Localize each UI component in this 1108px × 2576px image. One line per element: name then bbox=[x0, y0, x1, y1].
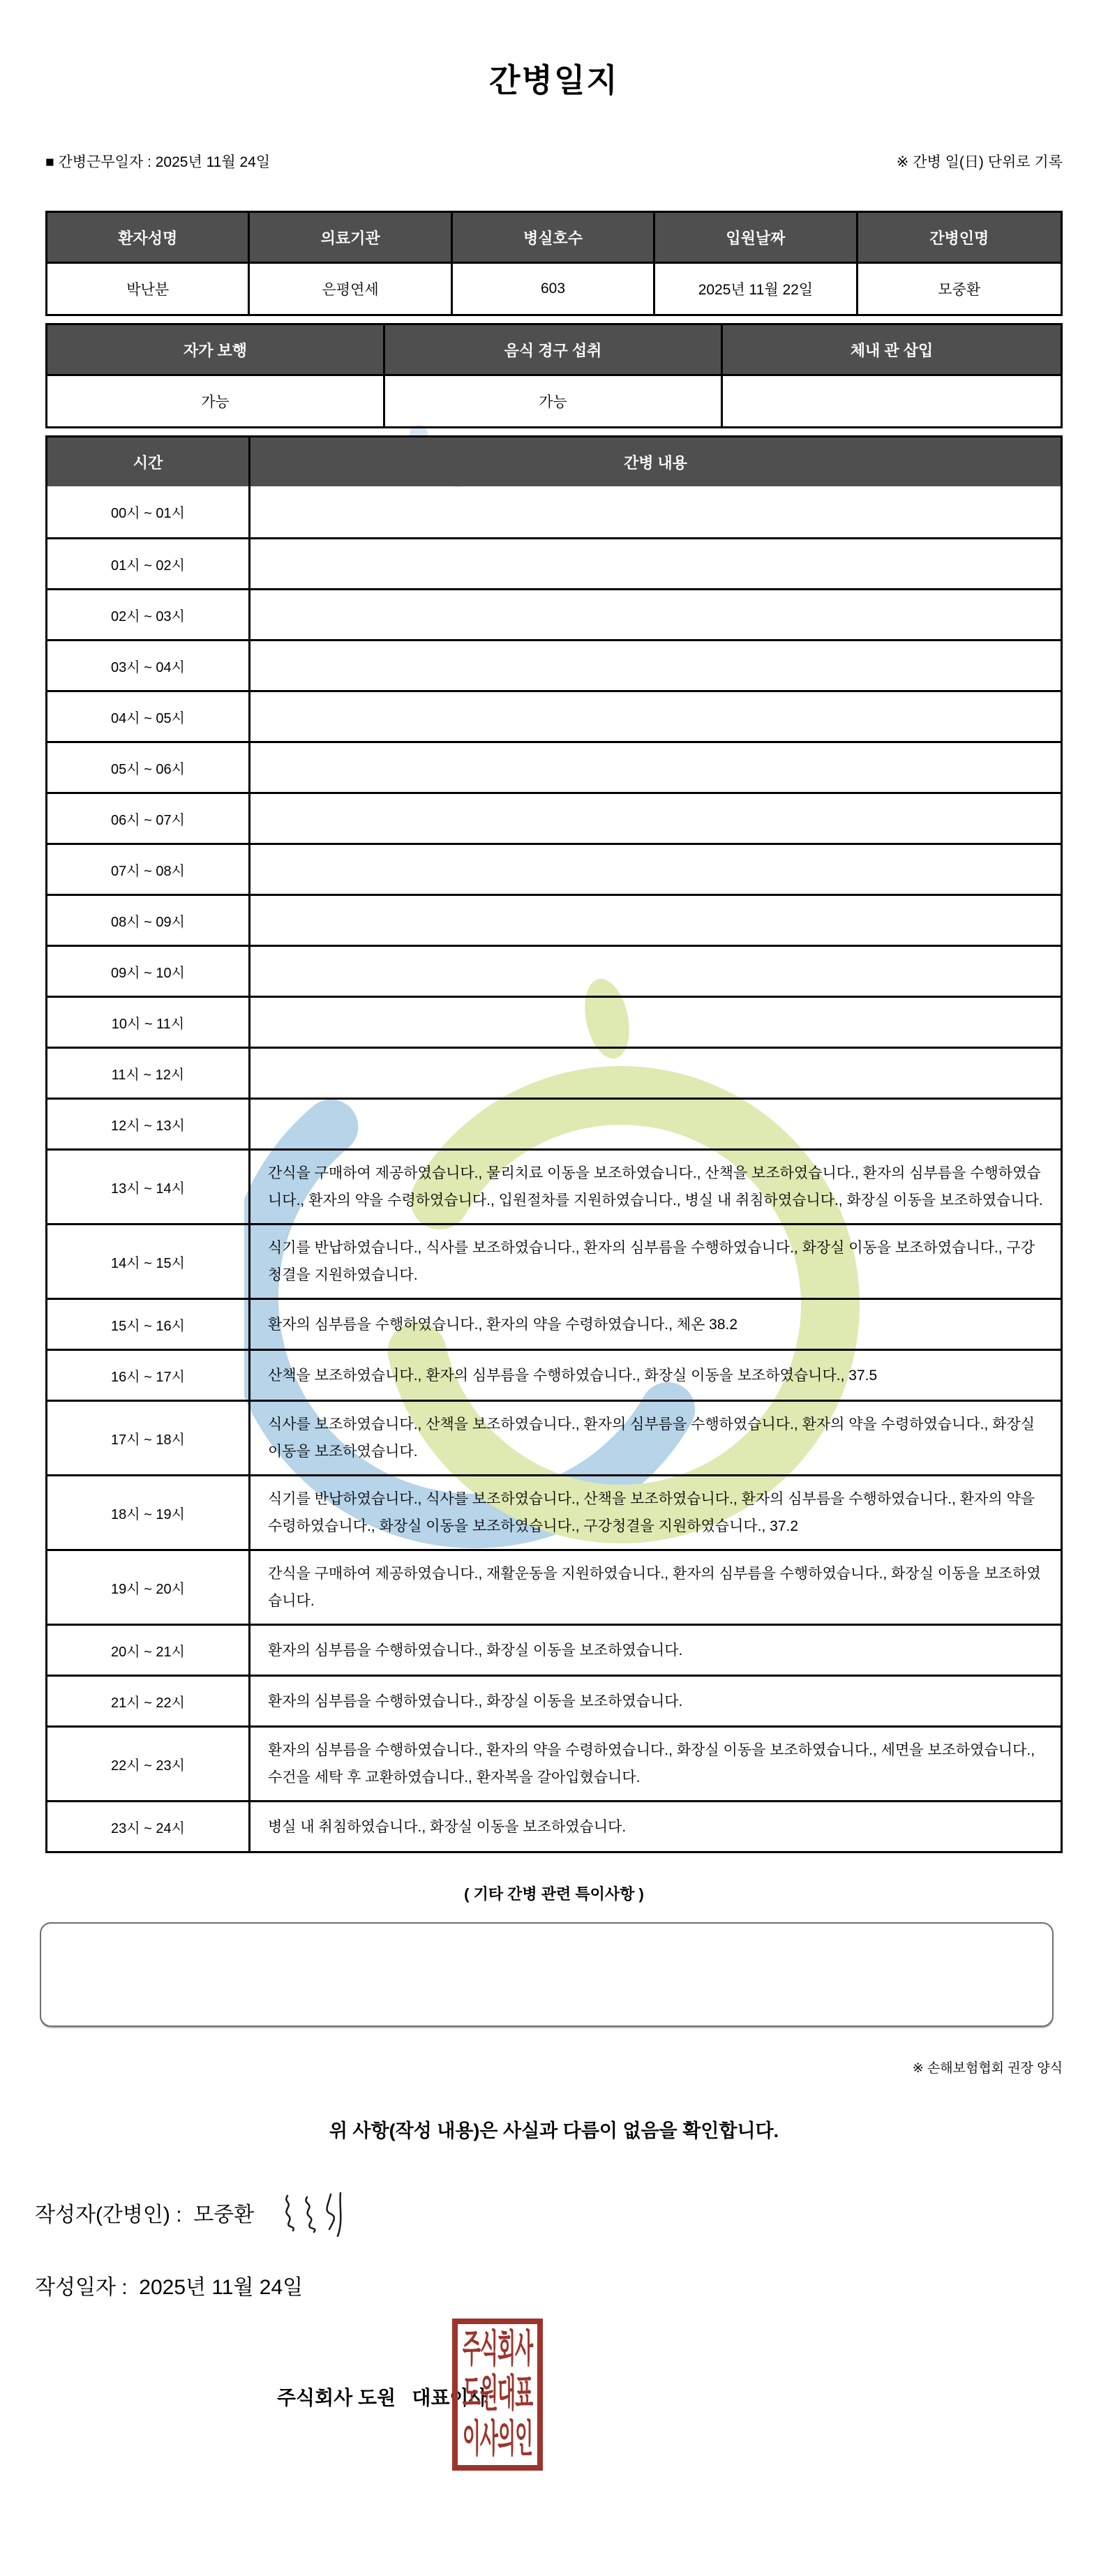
content-cell: 병실 내 취침하였습니다., 화장실 이동을 보조하였습니다. bbox=[268, 1818, 627, 1835]
oral-intake-header: 음식 경구 섭취 bbox=[385, 325, 723, 374]
content-cell: 환자의 심부름을 수행하였습니다., 화장실 이동을 보조하였습니다. bbox=[268, 1693, 683, 1709]
time-cell: 19시 ~ 20시 bbox=[47, 1551, 250, 1624]
hospital-value: 은평연세 bbox=[250, 262, 452, 314]
status-header-row bbox=[47, 325, 1061, 374]
page-title: 간병일지 bbox=[489, 62, 619, 98]
content-cell bbox=[250, 539, 1061, 588]
handwritten-signature bbox=[278, 2190, 347, 2239]
table-row bbox=[47, 1223, 1061, 1298]
time-cell: 18시 ~ 19시 bbox=[47, 1476, 250, 1549]
patient-info-table bbox=[45, 211, 1063, 316]
table-row bbox=[47, 1624, 1061, 1675]
time-column-header: 시간 bbox=[47, 437, 250, 486]
content-cell: 간식을 구매하여 제공하였습니다., 물리치료 이동을 보조하였습니다., 산책을 보조하였습니다., 환자의 심부름을 수행하였습니다., 환자의 약을 수령하였습니다., 입원절차를 지원하였습니다., 병실 내 취침하였습니다., 화장실 이동을 보조하였습니다. bbox=[268, 1165, 1043, 1208]
patient-info-value-row bbox=[47, 262, 1061, 314]
time-cell: 14시 ~ 15시 bbox=[47, 1225, 250, 1298]
table-row bbox=[47, 1349, 1061, 1400]
table-row bbox=[47, 1675, 1061, 1725]
self-walking-header: 자가 보행 bbox=[47, 325, 385, 374]
content-cell bbox=[250, 486, 1061, 537]
content-cell bbox=[250, 794, 1061, 843]
hospital-header: 의료기관 bbox=[250, 213, 452, 262]
time-cell: 03시 ~ 04시 bbox=[47, 641, 250, 690]
insurance-form-note: ※ 손해보험협회 권장 양식 bbox=[912, 2061, 1063, 2076]
content-cell bbox=[250, 896, 1061, 945]
room-number-header: 병실호수 bbox=[453, 213, 655, 262]
care-content-column-header: 간병 내용 bbox=[250, 437, 1061, 486]
table-row bbox=[47, 537, 1061, 588]
table-row bbox=[47, 639, 1061, 690]
tube-insertion-header: 체내 관 삽입 bbox=[723, 325, 1061, 374]
time-cell: 10시 ~ 11시 bbox=[47, 998, 250, 1047]
table-row bbox=[47, 588, 1061, 639]
stamp-line: 이사의인 bbox=[462, 2417, 533, 2461]
table-row bbox=[47, 1148, 1061, 1223]
table-row bbox=[47, 894, 1061, 945]
content-cell bbox=[250, 1100, 1061, 1148]
table-row bbox=[47, 486, 1061, 537]
tube-insertion-value bbox=[723, 374, 1061, 426]
time-cell: 13시 ~ 14시 bbox=[47, 1151, 250, 1223]
content-cell: 식기를 반납하였습니다., 식사를 보조하였습니다., 산책을 보조하였습니다., 환자의 심부름을 수행하였습니다., 환자의 약을 수령하였습니다., 화장실 이동을 보조하였습니다., 구강청결을 지원하였습니다., 37.2 bbox=[268, 1491, 1035, 1534]
table-row bbox=[47, 1400, 1061, 1474]
time-cell: 07시 ~ 08시 bbox=[47, 845, 250, 894]
status-value-row bbox=[47, 374, 1061, 426]
time-cell: 16시 ~ 17시 bbox=[47, 1351, 250, 1400]
patient-status-table bbox=[45, 323, 1063, 428]
time-cell: 00시 ~ 01시 bbox=[47, 486, 250, 537]
time-cell: 20시 ~ 21시 bbox=[47, 1626, 250, 1675]
special-notes-label: ( 기타 간병 관련 특이사항 ) bbox=[464, 1885, 644, 1903]
time-cell: 15시 ~ 16시 bbox=[47, 1300, 250, 1349]
admission-date-header: 입원날짜 bbox=[655, 213, 858, 262]
content-cell bbox=[250, 743, 1061, 792]
time-cell: 11시 ~ 12시 bbox=[47, 1049, 250, 1098]
time-cell: 04시 ~ 05시 bbox=[47, 692, 250, 741]
time-cell: 09시 ~ 10시 bbox=[47, 947, 250, 996]
time-cell: 05시 ~ 06시 bbox=[47, 743, 250, 792]
content-cell: 식기를 반납하였습니다., 식사를 보조하였습니다., 환자의 심부름을 수행하였습니다., 화장실 이동을 보조하였습니다., 구강청결을 지원하였습니다. bbox=[268, 1240, 1035, 1283]
self-walking-value: 가능 bbox=[47, 374, 385, 426]
content-cell bbox=[250, 641, 1061, 690]
written-date-line: 작성일자 : 2025년 11월 24일 bbox=[35, 2276, 304, 2299]
company-signature-block bbox=[277, 2319, 1108, 2480]
stamp-line: 주식회사 bbox=[462, 2327, 533, 2371]
time-cell: 12시 ~ 13시 bbox=[47, 1100, 250, 1148]
content-cell bbox=[250, 947, 1061, 996]
patient-name-header: 환자성명 bbox=[47, 213, 250, 262]
table-row bbox=[47, 741, 1061, 792]
caregiver-name-header: 간병인명 bbox=[858, 213, 1061, 262]
content-cell: 간식을 구매하여 제공하였습니다., 재활운동을 지원하였습니다., 환자의 심부름을 수행하였습니다., 화장실 이동을 보조하였습니다. bbox=[268, 1566, 1041, 1609]
special-notes-box bbox=[40, 1922, 1054, 2027]
company-ceo-label: 주식회사 도원 대표이사 bbox=[277, 2387, 488, 2409]
confirmation-statement: 위 사항(작성 내용)은 사실과 다름이 없음을 확인합니다. bbox=[329, 2120, 779, 2141]
meta-line bbox=[45, 151, 1063, 172]
time-cell: 23시 ~ 24시 bbox=[47, 1802, 250, 1851]
content-cell bbox=[250, 590, 1061, 639]
stamp-line: 도원대표 bbox=[462, 2372, 533, 2416]
caregiver-name-value: 모중환 bbox=[858, 262, 1061, 314]
table-row bbox=[47, 1800, 1061, 1851]
work-date-label: ■ 간병근무일자 : 2025년 11월 24일 bbox=[45, 154, 271, 170]
admission-date-value: 2025년 11월 22일 bbox=[655, 262, 858, 314]
time-cell: 22시 ~ 23시 bbox=[47, 1728, 250, 1800]
time-cell: 02시 ~ 03시 bbox=[47, 590, 250, 639]
oral-intake-value: 가능 bbox=[385, 374, 723, 426]
care-log-header-row bbox=[47, 437, 1061, 486]
time-cell: 01시 ~ 02시 bbox=[47, 539, 250, 588]
patient-name-value: 박난분 bbox=[47, 262, 250, 314]
content-cell: 환자의 심부름을 수행하였습니다., 환자의 약을 수령하였습니다., 화장실 이동을 보조하였습니다., 세면을 보조하였습니다., 수건을 세탁 후 교환하였습니다., 환자복을 갈아입혔습니다. bbox=[268, 1742, 1035, 1785]
time-cell: 06시 ~ 07시 bbox=[47, 794, 250, 843]
table-row bbox=[47, 1047, 1061, 1098]
patient-info-header-row bbox=[47, 213, 1061, 262]
content-cell: 식사를 보조하였습니다., 산책을 보조하였습니다., 환자의 심부름을 수행하였습니다., 환자의 약을 수령하였습니다., 화장실 이동을 보조하였습니다. bbox=[268, 1416, 1035, 1460]
content-cell: 산책을 보조하였습니다., 환자의 심부름을 수행하였습니다., 화장실 이동을 보조하였습니다., 37.5 bbox=[268, 1367, 878, 1384]
content-cell: 환자의 심부름을 수행하였습니다., 환자의 약을 수령하였습니다., 체온 38.2 bbox=[268, 1316, 738, 1333]
content-cell bbox=[250, 998, 1061, 1047]
table-row bbox=[47, 1725, 1061, 1800]
time-cell: 08시 ~ 09시 bbox=[47, 896, 250, 945]
table-row bbox=[47, 690, 1061, 741]
unit-note: ※ 간병 일(日) 단위로 기록 bbox=[896, 154, 1063, 170]
table-row bbox=[47, 996, 1061, 1047]
care-log-table bbox=[45, 435, 1063, 1853]
table-row bbox=[47, 945, 1061, 996]
writer-line bbox=[35, 2186, 1108, 2239]
table-row bbox=[47, 792, 1061, 843]
time-cell: 21시 ~ 22시 bbox=[47, 1677, 250, 1725]
table-row bbox=[47, 1474, 1061, 1549]
table-row bbox=[47, 1098, 1061, 1148]
table-row bbox=[47, 1298, 1061, 1349]
room-number-value: 603 bbox=[453, 262, 655, 314]
time-cell: 17시 ~ 18시 bbox=[47, 1402, 250, 1474]
content-cell: 환자의 심부름을 수행하였습니다., 화장실 이동을 보조하였습니다. bbox=[268, 1642, 683, 1658]
content-cell bbox=[250, 692, 1061, 741]
content-cell bbox=[250, 845, 1061, 894]
content-cell bbox=[250, 1049, 1061, 1098]
corporate-seal-stamp bbox=[452, 2319, 543, 2471]
table-row bbox=[47, 1549, 1061, 1624]
table-row bbox=[47, 843, 1061, 894]
writer-label: 작성자(간병인) : 모중환 bbox=[35, 2203, 255, 2226]
